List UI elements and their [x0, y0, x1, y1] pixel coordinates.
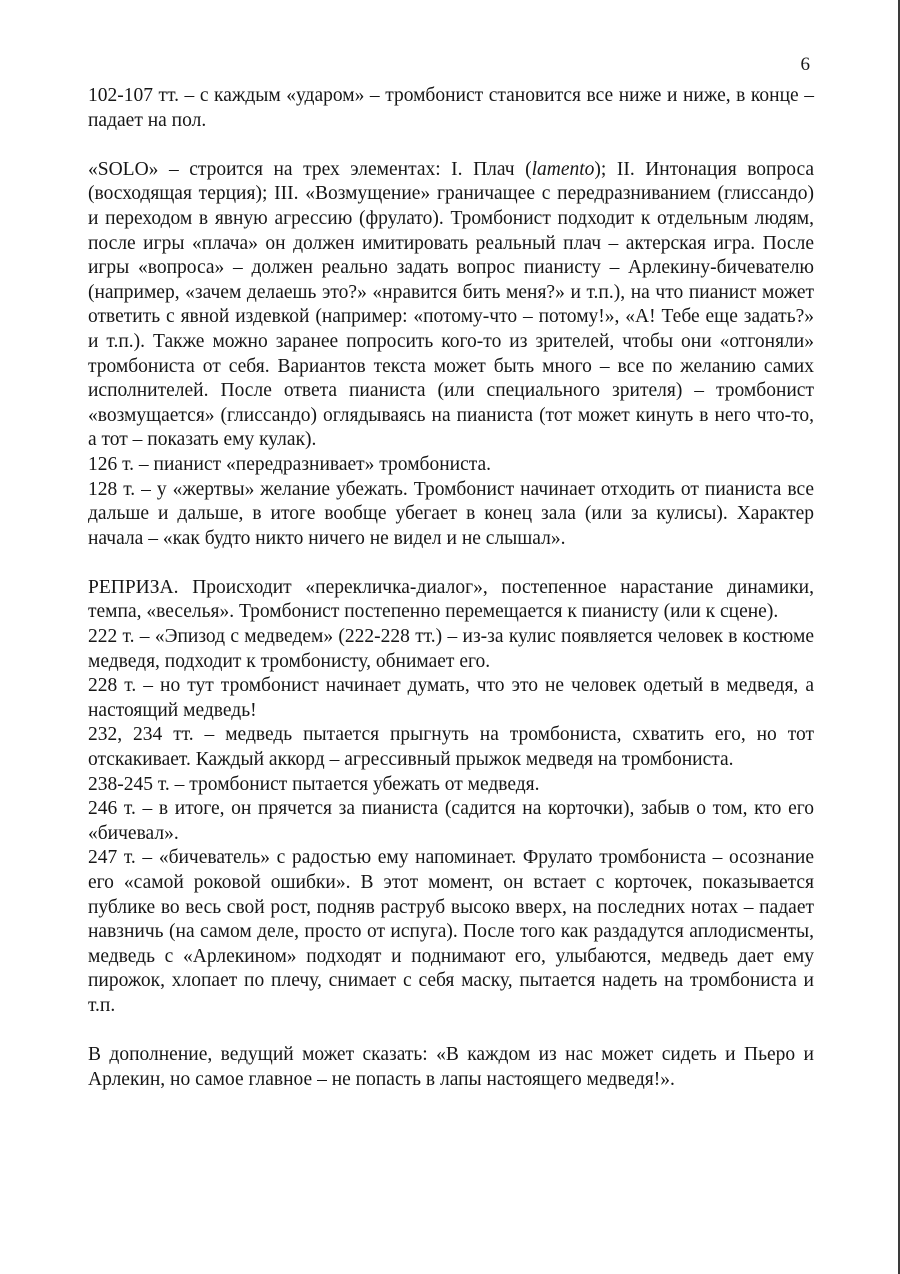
paragraph-102-107: 102-107 тт. – с каждым «ударом» – тромбонист становится все ниже и ниже, в конце – падает на пол.: [88, 85, 814, 131]
solo-text-rest: ); II. Интонация вопроса (восходящая терция); III. «Возмущение» граничащее с передразниванием (глиссандо) и переходом в явную агрессию (фрулато). Тромбонист подходит к отдельным людям, после игры «плача» он должен имитировать реальный плач – актерская игра. После игры «вопроса» – должен реально задать вопрос пианисту – Арлекину-бичевателю (например, «зачем делаешь это?» «нравится бить меня?» и т.п.), на что пианист может ответить с явной издевкой (например: «потому-что – потому!», «А! Тебе еще задать?» и т.п.). Также можно заранее попросить кого-то из зрителей, чтобы они «отгоняли» тромбониста от себя. Вариантов текста может быть много – все по желанию самих исполнителей. После ответа пианиста (или специального зрителя) – тромбонист «возмущается» (глиссандо) оглядываясь на пианиста (тот может кинуть в него что-то, а тот – показать ему кулак).: [88, 158, 814, 451]
page-number: 6: [800, 54, 810, 75]
paragraph-246: 246 т. – в итоге, он прячется за пианиста (садится на корточки), забыв о том, кто его «бичевал».: [88, 798, 814, 844]
solo-text-start: «SOLO» – строится на трех элементах: I. Плач (: [88, 158, 532, 180]
paragraph-228: 228 т. – но тут тромбонист начинает думать, что это не человек одетый в медведя, а настоящий медведь!: [88, 675, 814, 721]
paragraph-addition: В дополнение, ведущий может сказать: «В каждом из нас может сидеть и Пьеро и Арлекин, но самое главное – не попасть в лапы настоящего медведя!».: [88, 1044, 814, 1090]
paragraph-128: 128 т. – у «жертвы» желание убежать. Тромбонист начинает отходить от пианиста все дальше и дальше, в итоге вообще убегает в конец зала (или за кулисы). Характер начала – «как будто никто ничего не видел и не слышал».: [88, 478, 814, 549]
solo-lamento-italic: lamento: [531, 158, 595, 180]
paragraph-222: 222 т. – «Эпизод с медведем» (222-228 тт.) – из-за кулис появляется человек в костюме медведя, подходит к тромбонисту, обнимает его.: [88, 626, 814, 672]
paragraph-solo: [88, 158, 814, 453]
paragraph-reprise: РЕПРИЗА. Происходит «перекличка-диалог», постепенное нарастание динамики, темпа, «веселья». Тромбонист постепенно перемещается к пианисту (или к сцене).: [88, 576, 814, 623]
paragraph-126: 126 т. – пианист «передразнивает» тромбониста.: [88, 453, 492, 475]
paragraph-232-234: 232, 234 тт. – медведь пытается прыгнуть на тромбониста, схватить его, но тот отскакивает. Каждый аккорд – агрессивный прыжок медведя на тромбониста.: [88, 724, 814, 771]
paragraph-247: 247 т. – «бичеватель» с радостью ему напоминает. Фрулато тромбониста – осознание его «самой роковой ошибки». В этот момент, он встает с корточек, показывается публике во весь свой рост, подняв раструб высоко вверх, на последних нотах – падает навзничь (на самом деле, просто от испуга). После того как раздадутся аплодисменты, медведь с «Арлекином» подходят и поднимают его, улыбаются, медведь дает ему пирожок, хлопает по плечу, снимает с себя маску, пытается надеть на тромбониста и т.п.: [88, 847, 814, 1016]
paragraph-238-245: 238-245 т. – тромбонист пытается убежать от медведя.: [88, 773, 540, 795]
document-body: [88, 84, 814, 1092]
